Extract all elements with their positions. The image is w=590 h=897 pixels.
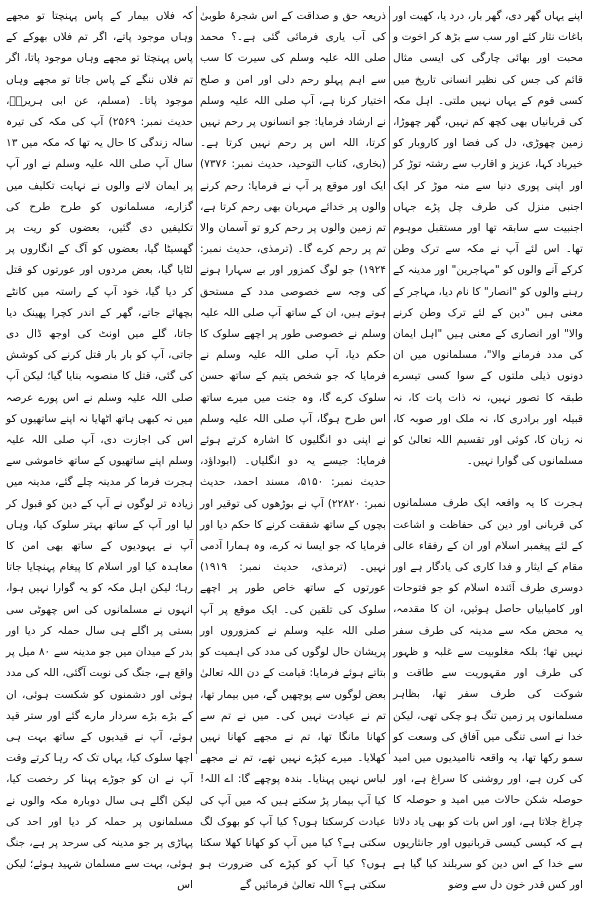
paragraph-hijrat: ہجرت کا یہ واقعہ ایک طرف مسلمانوں کی قربانی اور دین کی حفاظت و اشاعت کے لئے پیغمبر اسلام اور ان کے رفقاء عالی مقام کے ایثار و فدا کاری کی یادگار ہے اور دوسری طرف آئندہ اسلام کو جو فتوحات اور کامیابیاں حاصل ہوئیں، ان کا مقدمہ، یہ محض مکہ سے مدینہ کی طرف سفر نہیں تھا؛ بلکہ مغلوبیت سے غلبہ و ظہور کی طرف اور مقہوریت سے طاقت و شوکت کی طرف سفر تھا، بظاہر مسلمانوں پر زمین تنگ ہو چکی تھی، لیکن خدا نے اسی تنگی میں آفاق کی وسعت کو سمو رکھا تھا، یہ واقعہ ناامیدیوں میں امید کی کرن ہے، اور روشنی کا سراغ ہے، اور حوصلہ شکن حالات میں امید و حوصلہ کا چراغ جلاتا ہے، اور اس بات کو بھی یاد دلاتا ہے کہ کیسی کیسی قربانیوں اور جانثاریوں سے خدا کے اس دین کو سربلند کیا گیا ہے اور کس قدر خون دل سے وضو — [393, 497, 583, 892]
text-column-left — [6, 6, 193, 892]
text-column-right — [393, 6, 583, 892]
paragraph-rahmat: ذریعہ حق و صداقت کے اس شجرۂ طوبیٰ کی آب یاری فرمائی گئی ہے۔؟ محمد صلی اللہ علیہ وسلم کی سیرت کا سب سے اہم پہلو رحم دلی اور امن و صلح اختیار کرنا ہے، آپ صلی اللہ علیہ وسلم نے ارشاد فرمایا: جو انسانوں پر رحم نہیں کرتا، اللہ اس پر رحم نہیں کرتا ہے۔ (بخاری، کتاب التوحید، حدیث نمبر: ۷۳۷۶) ایک اور موقع پر آپ نے فرمایا: رحم کرنے والوں پر خدائے مہربان بھی رحم کرتا ہے، تم زمین والوں پر رحم کرو تو آسمان والا تم پر رحم کرے گا۔ (ترمذی، حدیث نمبر: ۱۹۲۴) جو لوگ کمزور اور بے سہارا ہونے کی وجہ سے خصوصی مدد کے مستحق ہوتے ہیں، ان کے ساتھ آپ صلی اللہ علیہ وسلم نے خصوصی طور پر اچھے سلوک کا حکم دیا، آپ صلی اللہ علیہ وسلم نے فرمایا کہ جو شخص یتیم کے ساتھ حسن سلوک کرے گا، وہ جنت میں میرے ساتھ اس طرح ہوگا، آپ صلی اللہ علیہ وسلم نے اپنی دو انگلیوں کا اشارہ کرتے ہوئے فرمایا: جیسے یہ دو انگلیاں۔ (ابوداؤد، حدیث نمبر: ۵۱۵۰، مسند احمد، حدیث نمبر: ۲۲۸۲۰) آپ نے بوڑھوں کی توقیر اور بچوں کے ساتھ شفقت کرنے کا حکم دیا اور فرمایا کہ جو ایسا نہ کرے، وہ ہمارا آدمی نہیں۔ (ترمذی، حدیث نمبر: ۱۹۱۹) عورتوں کے ساتھ خاص طور پر اچھے سلوک کی تلقین کی۔ ایک موقع پر آپ صلی اللہ علیہ وسلم نے کمزوروں اور پریشان حال لوگوں کی مدد کی اہمیت کو بتاتے ہوئے فرمایا: قیامت کے دن اللہ تعالیٰ بعض لوگوں سے پوچھیں گے، میں بیمار تھا، تم نے عیادت نہیں کی۔ میں نے تم سے کھانا مانگا تھا، تم نے مجھے کھانا نہیں کھلایا۔ میرے کپڑے نہیں تھے، تم نے مجھے لباس نہیں پہنایا۔ بندہ پوچھے گا: اے اللہ! کیا آپ بیمار پڑ سکتے ہیں کہ میں آپ کی عیادت کرسکتا ہوں؟ کیا آپ کو بھوک لگ سکتی ہے؟ کیا میں آپ کو کھانا کھلا سکتا ہوں؟ کیا آپ کو کپڑے کی ضرورت ہو سکتی ہے؟ اللہ تعالیٰ فرمائیں گے — [200, 10, 386, 892]
column-divider-right — [389, 6, 390, 754]
text-column-middle — [200, 6, 386, 892]
paragraph-gap — [393, 472, 583, 493]
paragraph-ansar-muhajirin: اپنے یہاں گھر دی، گھر بار، درد یا، کھیت اور باغات نثار کئے اور سب سے بڑھ کر اخوت و محبت اور بھائی چارگی کی ایسی مثال قائم کی جس کی نظیر انسانی تاریخ میں کسی قوم کے یہاں نہیں ملتی۔ اہل مکہ کی قربانیاں بھی کچھ کم نہیں، گھر چھوڑا، زمین چھوڑی، دل کی فضا اور کاروبار کو خیرباد کہا، عزیز و اقارب سے رشتہ توڑ کر اور اپنی پوری دنیا سے منہ موڑ کر ایک اجنبی منزل کی طرف چل پڑے جہاں اجنبیت سے سابقہ تھا اور مستقبل موہوم تھا۔ اس لئے آپ نے مکہ سے ترک وطن کرکے آنے والوں کو "مہاجرین" اور مدینہ کے رہنے والوں کو "انصار" کا نام دیا، مہاجر کے معنی ہیں "دین کے لئے ترک وطن کرنے والا" اور انصاری کے معنی ہیں "اہل ایمان کی مدد فرمانے والا"، مسلمانوں میں ان دونوں ذیلی ملتوں کے سوا کسی تیسرے طبقہ کا تصور نہیں، نہ ذات پات کا، نہ قبیلہ اور برادری کا، نہ ملک اور صوبہ کا، نہ زبان کا، کوئی اور تقسیم اللہ تعالیٰ کو مسلمانوں کی گوارا نہیں۔ — [393, 10, 583, 468]
column-divider-left — [196, 6, 197, 754]
paragraph-makki-zindagi: کہ فلاں بیمار کے پاس پہنچتا تو مجھے وہاں موجود پاتے، اگر تم فلاں بھوکے کے پاس پہنچتا تو مجھے وہاں موجود پاتا، اگر تم فلاں ننگے کے پاس جاتا تو مجھے وہاں موجود پاتا۔ (مسلم، عن ابی ہریرہؓ، حدیث نمبر: ۲۵۶۹) آپ کی مکہ کی تیرہ سالہ زندگی کا حال یہ تھا کہ مکہ میں ۱۳ سال آپ صلی اللہ علیہ وسلم نے اور آپ پر ایمان لانے والوں نے نہایت تکلیف میں گزارے، مسلمانوں کو طرح طرح کی تکلیفیں دی گئیں، بعضوں کو ریت پر گھسیٹا گیا، بعضوں کو آگ کے انگاروں پر لٹایا گیا، بعض مردوں اور عورتوں کو قتل کر دیا گیا، خود آپ کے راستہ میں کانٹے بچھائے جاتے، گھر کے اندر کچرا پھینک دیا جاتا، گلے میں اونٹ کی اوجھ ڈال دی جاتی، آپ کو بار بار قتل کرنے کی کوشش کی گئی، قتل کا منصوبہ بنایا گیا؛ لیکن آپ صلی اللہ علیہ وسلم نے اس پورے عرصہ میں نہ کبھی ہاتھ اٹھایا نہ اپنے ساتھیوں کو اس کی اجازت دی، آپ صلی اللہ علیہ وسلم اپنے ساتھیوں کے ساتھ خاموشی سے ہجرت فرما کر مدینہ چلے گئے، مدینہ میں زیادہ تر لوگوں نے آپ کے دین کو قبول کر لیا اور آپ کے ساتھ بہتر سلوک کیا، وہاں آپ نے یہودیوں کے ساتھ بھی امن کا معاہدہ کیا اور اسلام کا پیغام پہنچایا جاتا رہا؛ لیکن اہل مکہ کو یہ گوارا نہیں ہوا، انہوں نے مسلمانوں کی اس چھوٹی سی بستی پر اگلے ہی سال حملہ کر دیا اور بدر کے میدان میں جو مدینہ سے ۸۰ میل پر واقع ہے، جنگ کی نوبت آگئی، اللہ کی مدد ہوئی اور دشمنوں کو شکست ہوئی، ان کے بڑے بڑے سردار مارے گئے اور ستر قید ہوئے، آپ نے قیدیوں کے ساتھ بہت ہی اچھا سلوک کیا، یہاں تک کہ رہا کرتے وقت آپ نے ان کو جوڑے پہنا کر رخصت کیا، لیکن اگلے ہی سال دوبارہ مکہ والوں نے مسلمانوں پر حملہ کر دیا اور احد کی پہاڑی پر جو مدینہ کی سرحد پر ہے، جنگ ہوئی، بہت سے مسلمان شہید ہوئے؛ لیکن اس — [6, 10, 193, 892]
